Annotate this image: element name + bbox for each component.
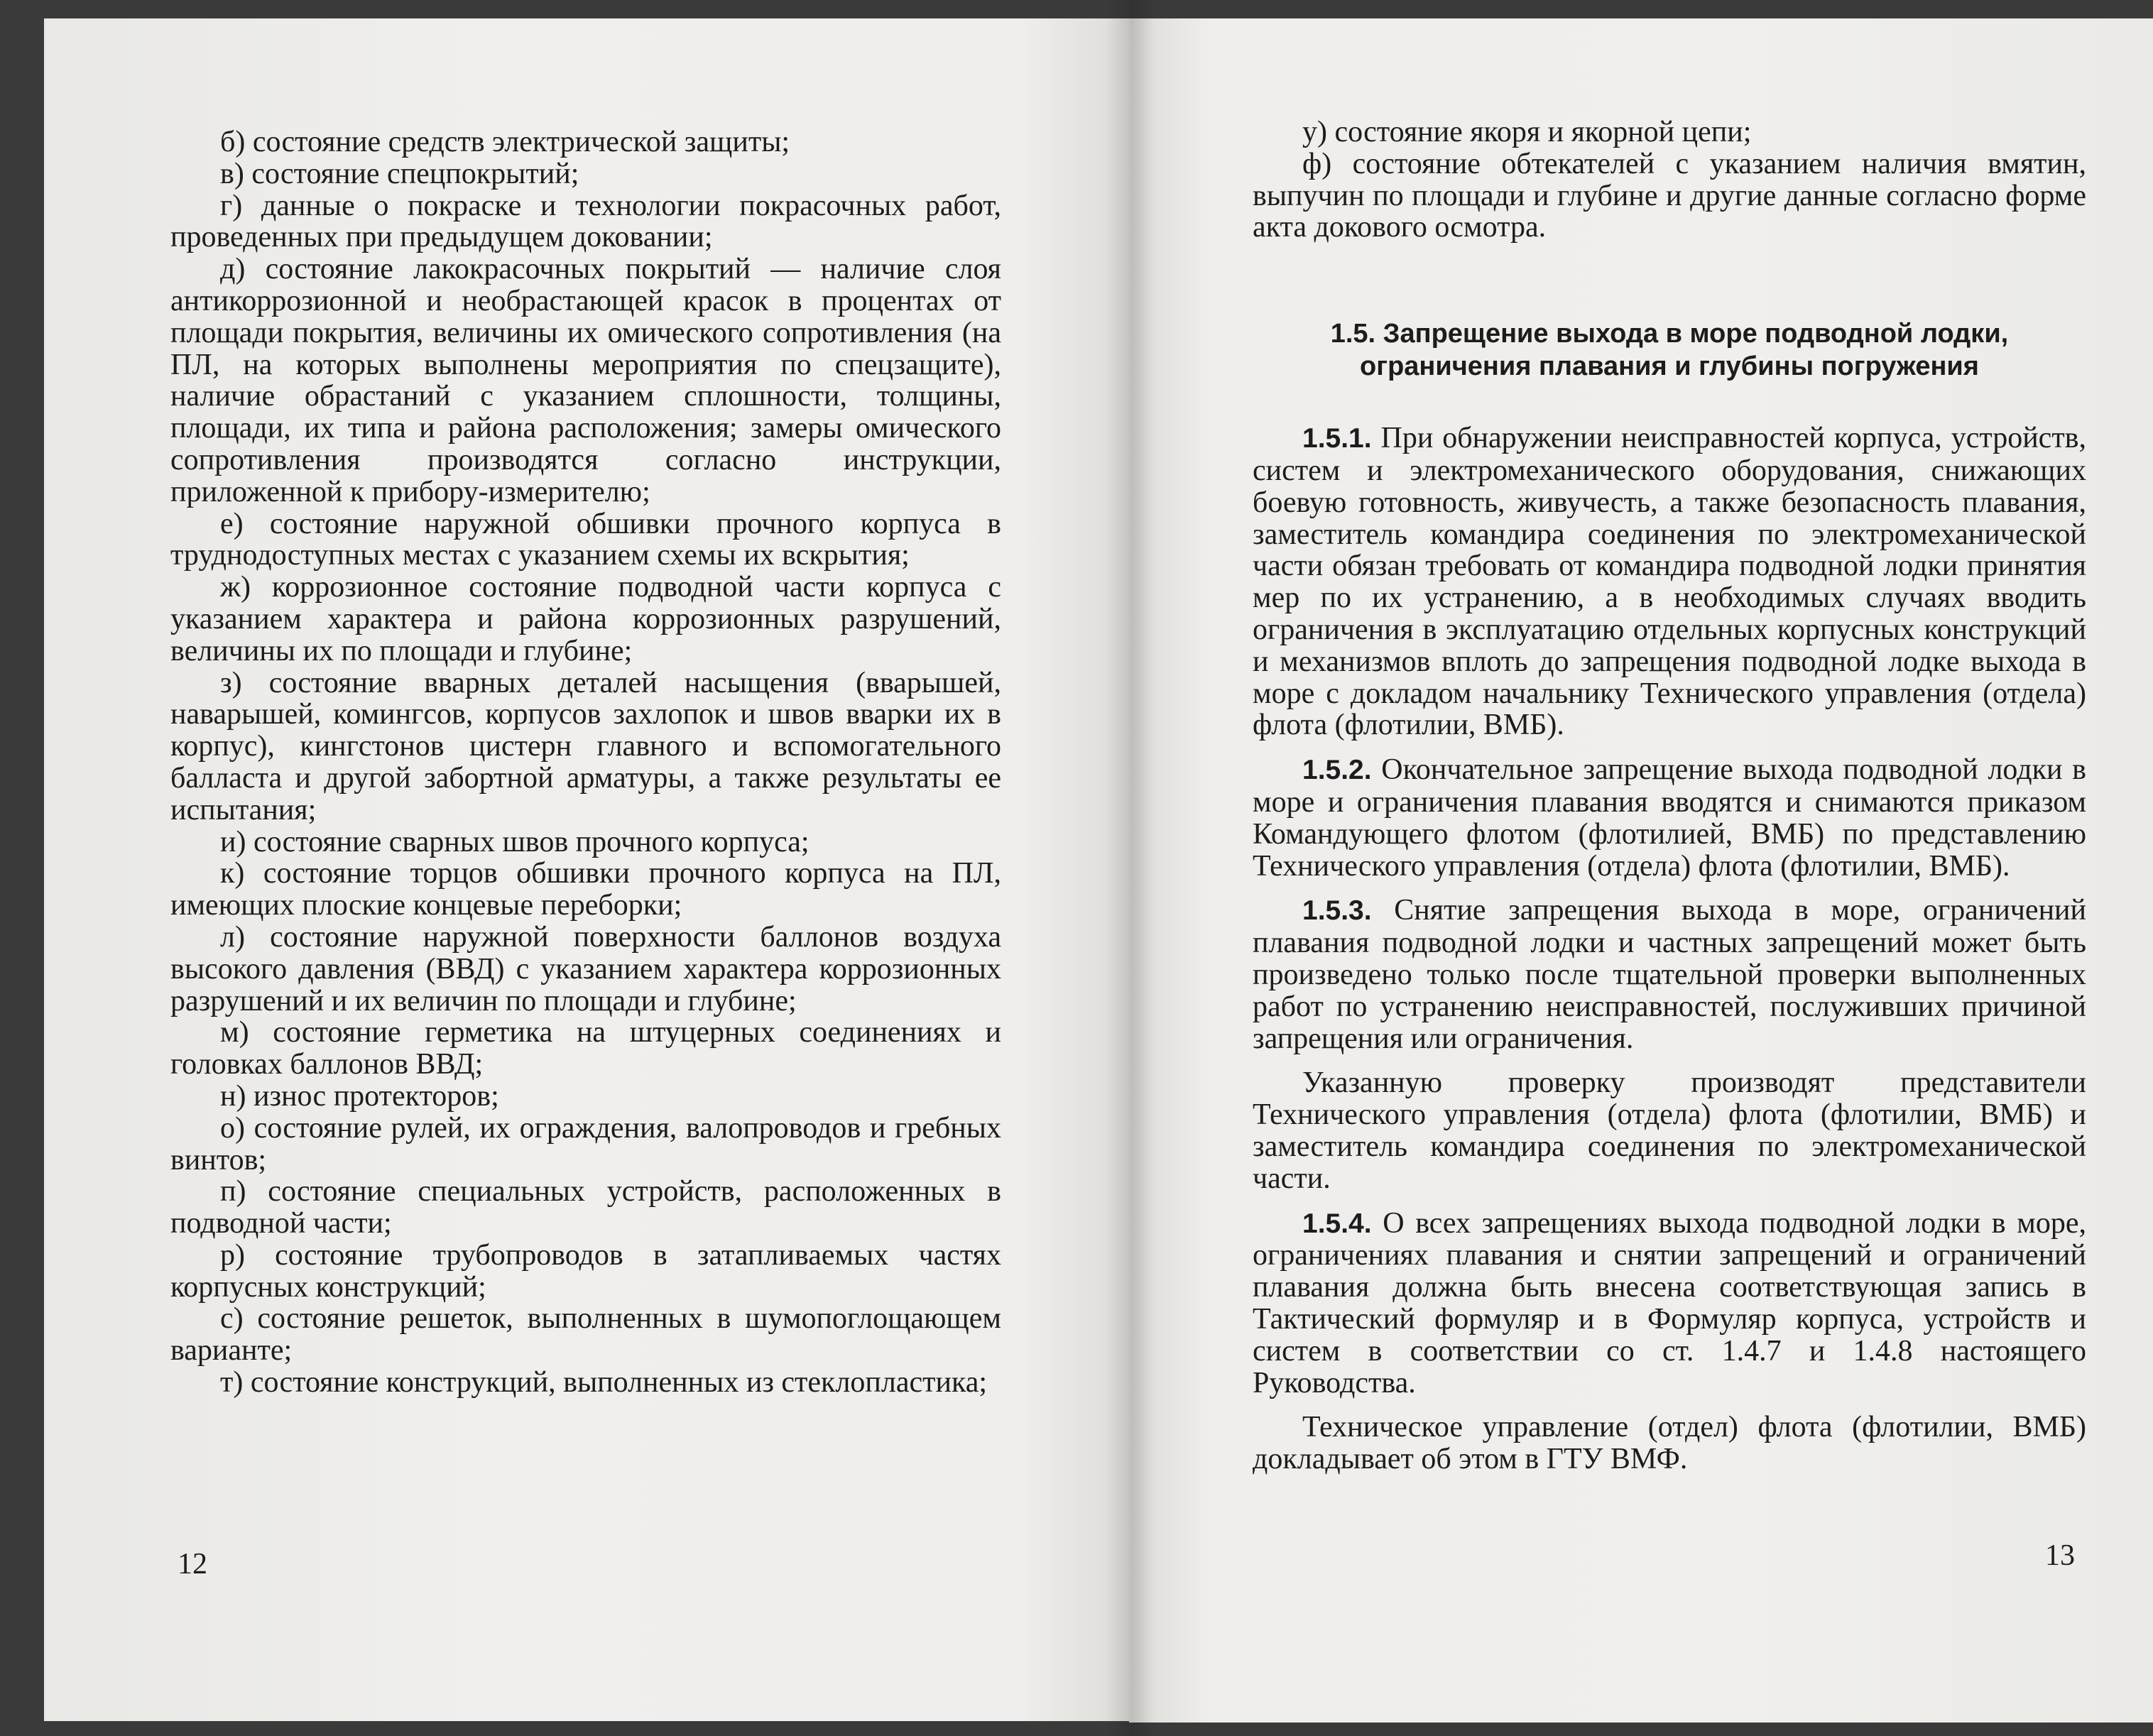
list-item: з) состояние вварных деталей насыщения (вварышей, наварышей, комингсов, корпусов захлопок и швов вварки их в корпус), кингстонов цистерн главного и вспомогательного балласта и другой забортной арматуры, а также результаты ее испытания;	[170, 666, 1001, 826]
clause-paragraph	[1253, 754, 2086, 882]
list-item: и) состояние сварных швов прочного корпуса;	[220, 825, 810, 858]
list-item: ж) коррозионное состояние подводной части корпуса с указанием характера и района коррозионных разрушений, величины их по площади и глубине;	[170, 571, 1001, 667]
clause-text: Указанную проверку производят представители Технического управления (отдела) флота (флотилии, ВМБ) и заместитель командира соединения по электромеханической части.	[1253, 1066, 2086, 1195]
list-item: л) состояние наружной поверхности баллонов воздуха высокого давления (ВВД) с указанием характера коррозионных разрушений и их величин по площади и глубине;	[170, 920, 1001, 1017]
clause-number: 1.5.3.	[1302, 895, 1372, 927]
list-item: у) состояние якоря и якорной цепи;	[1302, 116, 1752, 148]
clause-paragraph	[1253, 1067, 2086, 1194]
list-item: т) состояние конструкций, выполненных из стеклопластика;	[220, 1366, 988, 1399]
clause-paragraph	[1253, 422, 2086, 741]
right-page-body	[1253, 116, 2086, 1475]
list-item: с) состояние решеток, выполненных в шумопоглощающем варианте;	[170, 1302, 1001, 1367]
left-page-body	[170, 126, 1001, 1399]
clause-paragraph	[1253, 1208, 2086, 1399]
list-item: п) состояние специальных устройств, расположенных в подводной части;	[170, 1175, 1001, 1240]
clause-text: Техническое управление (отдел) флота (флотилии, ВМБ) докладывает об этом в ГТУ ВМФ.	[1253, 1411, 2086, 1476]
clause-paragraph	[1253, 1412, 2086, 1475]
clause-text: Окончательное запрещение выхода подводной лодки в море и ограничения плавания вводятся и снимаются приказом Командующего флотом (флотилией, ВМБ) по представлению Технического управления (отдела) флота (флотилии, ВМБ).	[1253, 753, 2087, 883]
left-page	[44, 18, 1129, 1721]
list-item: в) состояние спецпокрытий;	[220, 157, 579, 190]
list-item: д) состояние лакокрасочных покрытий — наличие слоя антикоррозионной и необрастающей красок в процентах от площади покрытия, величины их омического сопротивления (на ПЛ, на которых выполнены мероприятия по спецзащите), наличие обрастаний с указанием сплошности, толщины, площади, их типа и района расположения; замеры омического сопротивления производятся согласно инструкции, приложенной к прибору-измерителю;	[170, 253, 1001, 508]
right-page	[1129, 18, 2153, 1723]
list-item: р) состояние трубопроводов в затапливаемых частях корпусных конструкций;	[170, 1238, 1001, 1304]
clause-number: 1.5.1.	[1302, 423, 1372, 454]
clause-text: При обнаружении неисправностей корпуса, устройств, систем и электромеханического оборудования, снижающих боевую готовность, живучесть, а также безопасность плавания, заместитель командира соединения по электромеханической части обязан требовать от командира подводной лодки принятия мер по их устранению, а в необходимых случаях вводить ограничения в эксплуатацию отдельных корпусных конструкций и механизмов вплоть до запрещения подводной лодке выхода в море с докладом начальнику Технического управления (отдела) флота (флотилии, ВМБ).	[1253, 422, 2087, 742]
list-item: м) состояние герметика на штуцерных соединениях и головках баллонов ВВД;	[170, 1016, 1001, 1081]
list-item: к) состояние торцов обшивки прочного корпуса на ПЛ, имеющих плоские концевые переборки;	[170, 857, 1001, 922]
section-heading: 1.5. Запрещение выхода в море подводной лодки, ограничения плавания и глубины погружения	[1330, 319, 2009, 382]
clause-text: Снятие запрещения выхода в море, ограничений плавания подводной лодки и частных запрещений может быть произведено только после тщательной проверки выполненных работ по устранению неисправностей, послуживших причиной запрещения или ограничения.	[1253, 894, 2087, 1055]
list-item: о) состояние рулей, их ограждения, валопроводов и гребных винтов;	[170, 1111, 1001, 1177]
list-item: н) износ протекторов;	[220, 1079, 499, 1113]
page-number-left: 12	[178, 1548, 207, 1581]
page-number-right: 13	[2045, 1539, 2075, 1572]
clause-paragraph	[1253, 895, 2086, 1054]
list-item: б) состояние средств электрической защиты;	[220, 126, 790, 158]
clause-text: О всех запрещениях выхода подводной лодки в море, ограничениях плавания и снятии запрещений и ограничений плавания должна быть внесена соответствующая запись в Тактический формуляр и в Формуляр корпуса, устройств и систем в соответствии со ст. 1.4.7 и 1.4.8 настоящего Руководства.	[1253, 1206, 2086, 1399]
clause-number: 1.5.2.	[1302, 755, 1372, 786]
list-item: г) данные о покраске и технологии покрасочных работ, проведенных при предыдущем доковании;	[170, 189, 1001, 254]
list-item: ф) состояние обтекателей с указанием наличия вмятин, выпучин по площади и глубине и другие данные согласно форме акта докового осмотра.	[1253, 147, 2086, 244]
list-item: е) состояние наружной обшивки прочного корпуса в труднодоступных местах с указанием схемы их вскрытия;	[170, 507, 1001, 572]
clause-number: 1.5.4.	[1302, 1208, 1372, 1239]
